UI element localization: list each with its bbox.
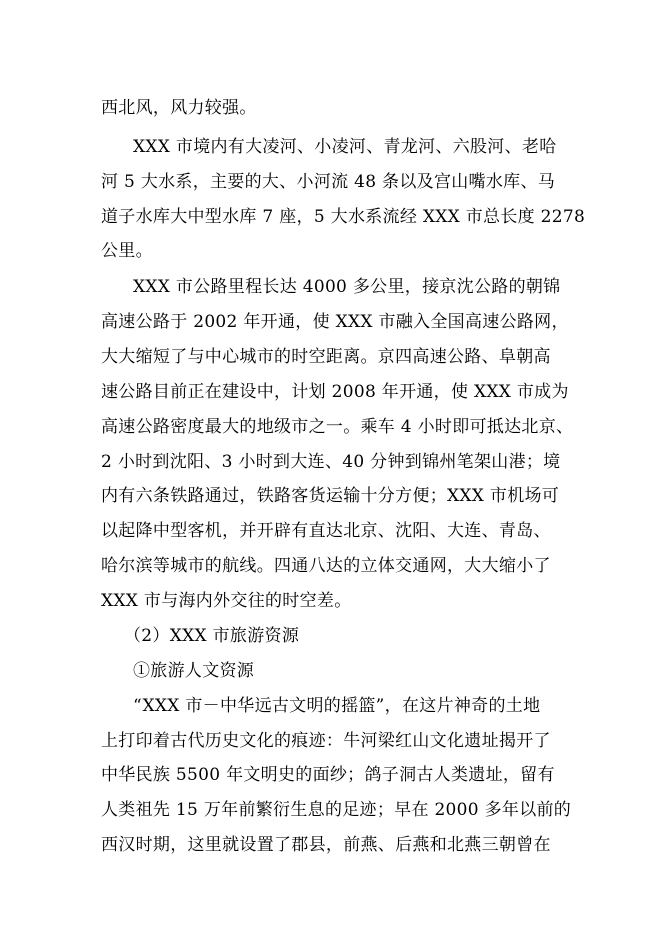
text-line-10: 高速公路密度最大的地级市之一。乘车 4 小时即可抵达北京、 <box>101 417 574 437</box>
text-line-22: 西汉时期，这里就设置了郡县，前燕、后燕和北燕三朝曾在 <box>101 835 551 855</box>
text-line-2: XXX 市境内有大凌河、小凌河、青龙河、六股河、老哈 <box>133 137 557 157</box>
text-line-4: 道子水库大中型水库 7 座，5 大水系流经 XXX 市总长度 2278 <box>101 207 586 227</box>
text-line-1: 西北风，风力较强。 <box>101 98 257 118</box>
text-line-8: 大大缩短了与中心城市的时空距离。京四高速公路、阜朝高 <box>101 347 551 367</box>
text-line-15: XXX 市与海内外交往的时空差。 <box>101 591 352 611</box>
text-line-11: 2 小时到沈阳、3 小时到大连、40 分钟到锦州笔架山港；境 <box>101 452 561 472</box>
text-line-3: 河 5 大水系，主要的大、小河流 48 条以及宫山嘴水库、马 <box>101 172 556 192</box>
text-line-5: 公里。 <box>101 241 153 261</box>
text-line-7: 高速公路于 2002 年开通，使 XXX 市融入全国高速公路网， <box>101 312 569 332</box>
text-line-21: 人类祖先 15 万年前繁衍生息的足迹；早在 2000 多年以前的 <box>101 800 572 820</box>
text-line-12: 内有六条铁路通过，铁路客货运输十分方便；XXX 市机场可 <box>101 486 560 506</box>
text-line-14: 哈尔滨等城市的航线。四通八达的立体交通网，大大缩小了 <box>101 556 551 576</box>
text-line-20: 中华民族 5500 年文明史的面纱；鸽子洞古人类遗址，留有 <box>101 765 555 785</box>
text-line-19: 上打印着古代历史文化的痕迹：牛河梁红山文化遗址揭开了 <box>101 731 551 751</box>
section-heading-tourism-resources: （2）XXX 市旅游资源 <box>124 626 300 646</box>
subsection-heading-cultural-resources: ①旅游人文资源 <box>133 661 255 681</box>
text-line-13: 以起降中型客机，并开辟有直达北京、沈阳、大连、青岛、 <box>101 521 551 541</box>
text-line-9: 速公路目前正在建设中，计划 2008 年开通，使 XXX 市成为 <box>101 382 569 402</box>
text-line-18: “XXX 市－中华远古文明的摇篮”，在这片神奇的土地 <box>133 696 541 716</box>
text-line-6: XXX 市公路里程长达 4000 多公里，接京沈公路的朝锦 <box>133 277 561 297</box>
